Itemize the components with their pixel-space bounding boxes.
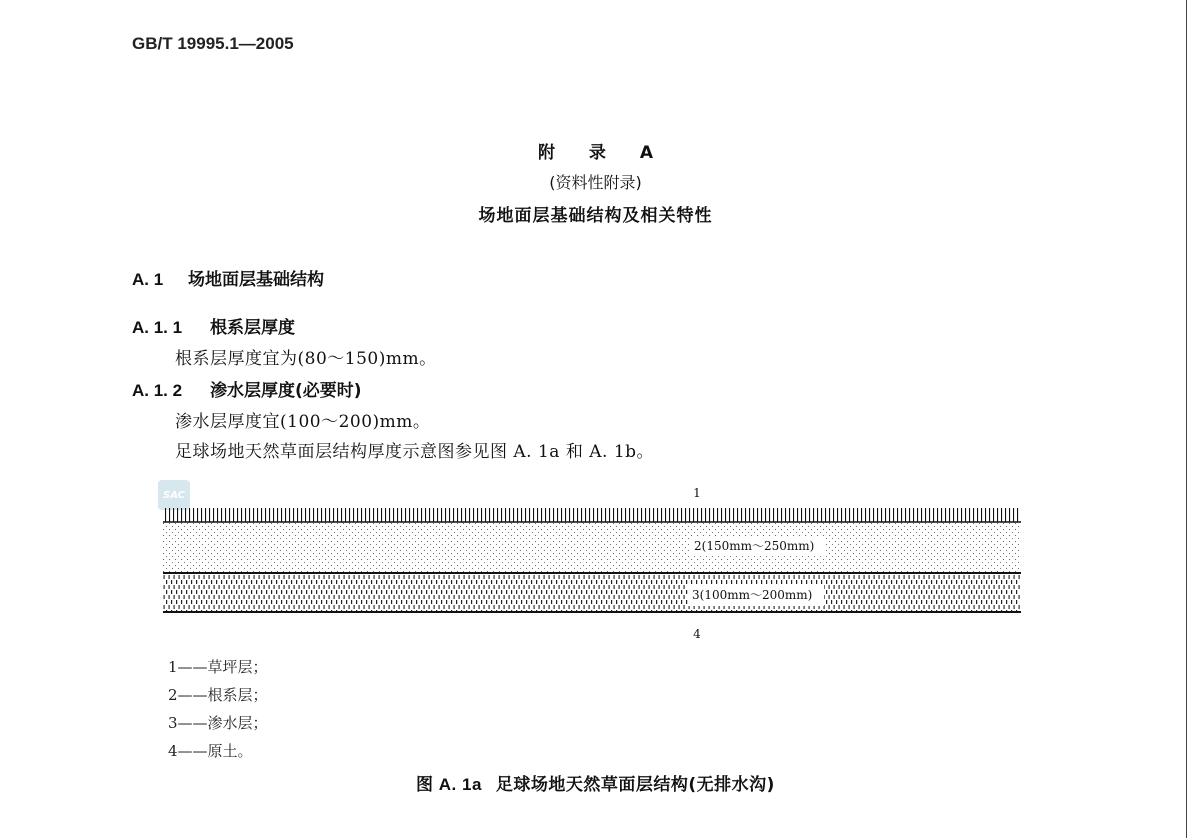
section-number: A. 1	[132, 270, 164, 289]
layer2-label: 2(150mm～250mm)	[694, 539, 815, 553]
section-title: 场地面层基础结构	[188, 270, 324, 290]
root-zone-layer	[163, 523, 1021, 572]
turf-layer	[163, 508, 1021, 522]
section-title: 渗水层厚度(必要时)	[210, 381, 362, 401]
figure-number: 图 A. 1a	[416, 775, 482, 794]
annex-nature: (资料性附录)	[549, 173, 642, 192]
annex-title: 附 录 A	[538, 143, 667, 163]
section-title: 根系层厚度	[210, 318, 295, 338]
figure-title: 足球场地天然草面层结构(无排水沟)	[495, 775, 775, 795]
figure-caption	[0, 770, 1191, 795]
legend-item-2: 2——根系层；	[168, 686, 268, 704]
drainage-layer	[163, 575, 1021, 611]
layer1-label: 1	[693, 486, 701, 500]
sac-watermark-logo: SAC	[158, 480, 190, 510]
section-number: A. 1. 2	[132, 381, 183, 400]
annex-heading: 场地面层基础结构及相关特性	[478, 206, 713, 226]
layer4-label: 4	[693, 627, 701, 641]
legend-item-1: 1——草坪层；	[168, 658, 268, 676]
layer3-label: 3(100mm～200mm)	[692, 588, 813, 602]
legend-item-4: 4——原土。	[168, 742, 253, 760]
section-number: A. 1. 1	[132, 318, 183, 337]
section-a11-text: 根系层厚度宜为(80～150)mm。	[175, 349, 437, 369]
standard-code: GB/T 19995.1—2005	[132, 34, 294, 53]
legend-item-3: 3——渗水层；	[168, 714, 268, 732]
figure-reference-text: 足球场地天然草面层结构厚度示意图参见图 A. 1a 和 A. 1b。	[175, 442, 655, 462]
section-a12-text: 渗水层厚度宜(100～200)mm。	[175, 412, 431, 432]
